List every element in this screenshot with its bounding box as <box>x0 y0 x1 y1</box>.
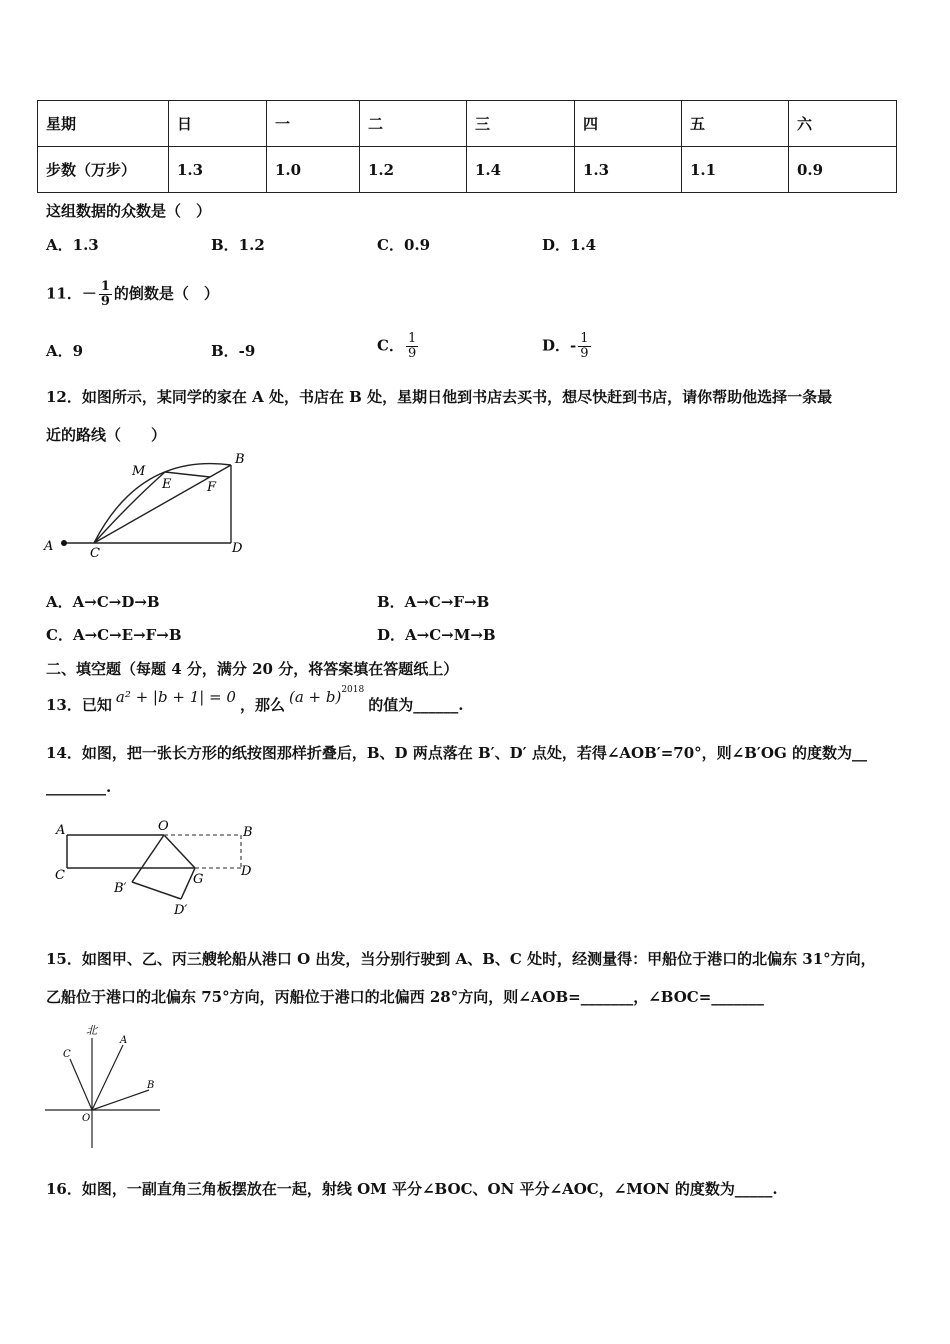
table-cell: 1.4 <box>467 147 575 193</box>
table-cell: 三 <box>467 101 575 147</box>
q13-condition: a² + |b + 1| = 0 <box>115 688 236 706</box>
table-cell: 星期 <box>38 101 169 147</box>
q11-option-c: C． $\frac{1}{9}$ <box>377 331 417 361</box>
table-row <box>38 147 897 193</box>
q13-expression: (a + b) <box>288 688 342 706</box>
q12-option-c: C．A→C→E→F→B <box>46 626 182 644</box>
label-e: E <box>162 477 172 492</box>
label-a: A <box>120 1035 128 1046</box>
q11-option-b: B．-9 <box>211 342 256 360</box>
label-o: O <box>158 819 169 834</box>
label-a: A <box>44 539 54 554</box>
table-cell: 1.3 <box>575 147 682 193</box>
q10-option-b: B．1.2 <box>211 236 265 254</box>
table-cell: 六 <box>789 101 897 147</box>
q12-option-a: A．A→C→D→B <box>46 593 160 611</box>
label-b-prime: B′ <box>114 881 127 896</box>
q15-stem-line2: 乙船位于港口的北偏东 75°方向，丙船位于港口的北偏西 28°方向，则∠AOB=_______，∠BOC=_______ <box>46 988 764 1006</box>
curve-ce <box>94 472 165 543</box>
q11-prefix: 11．－ <box>46 284 97 303</box>
q14-stem-line1: 14．如图，把一张长方形的纸按图那样折叠后，B、D 两点落在 B′、D′ 点处，若得∠AOB′=70°，则∠B′OG 的度数为__ <box>46 744 867 762</box>
label-c: C <box>55 868 65 883</box>
label-g: G <box>193 872 204 887</box>
ray-oc <box>70 1059 92 1110</box>
label-b: B <box>243 825 253 840</box>
label-d-prime: D′ <box>174 903 188 918</box>
table-cell: 1.1 <box>682 147 789 193</box>
label-f: F <box>207 480 217 495</box>
q11-option-d: D．- $\frac{1}{9}$ <box>542 331 589 361</box>
q10-stem: 这组数据的众数是（ ） <box>46 202 212 220</box>
table-cell: 1.0 <box>267 147 360 193</box>
q15-stem-line1: 15．如图甲、乙、丙三艘轮船从港口 O 出发，当分别行驶到 A、B、C 处时，经测量得：甲船位于港口的北偏东 31°方向， <box>46 950 876 968</box>
table-cell: 五 <box>682 101 789 147</box>
q12-stem-line2: 近的路线（ ） <box>46 426 167 444</box>
label-m: M <box>132 464 146 479</box>
table-cell: 0.9 <box>789 147 897 193</box>
segment-ef <box>165 472 210 477</box>
table-cell: 日 <box>169 101 267 147</box>
label-o: O <box>82 1113 91 1124</box>
label-b: B <box>147 1080 155 1091</box>
steps-table <box>37 100 897 193</box>
q13-exponent: 2018 <box>341 685 365 695</box>
q12-option-b: B．A→C→F→B <box>377 593 490 611</box>
q12-option-d: D．A→C→M→B <box>377 626 496 644</box>
q16-stem: 16．如图，一副直角三角板摆放在一起，射线 OM 平分∠BOC、ON 平分∠AOC，∠MON 的度数为_____. <box>46 1180 778 1198</box>
label-b: B <box>235 452 245 467</box>
q11-stem <box>46 280 219 309</box>
q11-option-a: A．9 <box>46 342 84 360</box>
q12-stem-line1: 12．如图所示，某同学的家在 A 处，书店在 B 处，星期日他到书店去买书，想尽快赶到书店，请你帮助他选择一条最 <box>46 388 833 406</box>
table-cell: 1.2 <box>360 147 467 193</box>
direction-diagram <box>42 1020 167 1150</box>
fold-diagram <box>46 815 271 920</box>
table-cell: 二 <box>360 101 467 147</box>
edge-b-prime-d-prime <box>132 882 181 899</box>
table-cell: 步数（万步） <box>38 147 169 193</box>
table-cell: 1.3 <box>169 147 267 193</box>
label-d: D <box>232 541 243 556</box>
fraction: $\frac{1}{9}$ <box>407 331 417 361</box>
q13-stem: 13．已知 a² + |b + 1| = 0 ，那么 $(a + b)^{2018}$的值为______. <box>46 685 464 714</box>
q10-option-c: C．0.9 <box>377 236 431 254</box>
q14-stem-line2: ________. <box>46 778 112 796</box>
fraction: $\frac{1}{9}$ <box>580 331 589 361</box>
fold-og <box>164 835 195 868</box>
fraction: $\frac{1}{9}$ <box>100 279 110 309</box>
edge-ob-prime <box>132 835 164 882</box>
label-d: D <box>241 864 252 879</box>
route-diagram <box>40 448 260 560</box>
section-title: 二、填空题（每题 4 分，满分 20 分，将答案填在答题纸上） <box>46 660 459 678</box>
table-row <box>38 101 897 147</box>
table-cell: 四 <box>575 101 682 147</box>
q10-option-d: D．1.4 <box>542 236 597 254</box>
q10-option-a: A．1.3 <box>46 236 99 254</box>
table-cell: 一 <box>267 101 360 147</box>
label-c: C <box>63 1049 71 1060</box>
q11-suffix: 的倒数是（ ） <box>113 284 219 303</box>
point-a <box>61 540 67 546</box>
label-a: A <box>56 823 66 838</box>
label-c: C <box>90 546 100 560</box>
label-north: 北 <box>86 1024 97 1037</box>
